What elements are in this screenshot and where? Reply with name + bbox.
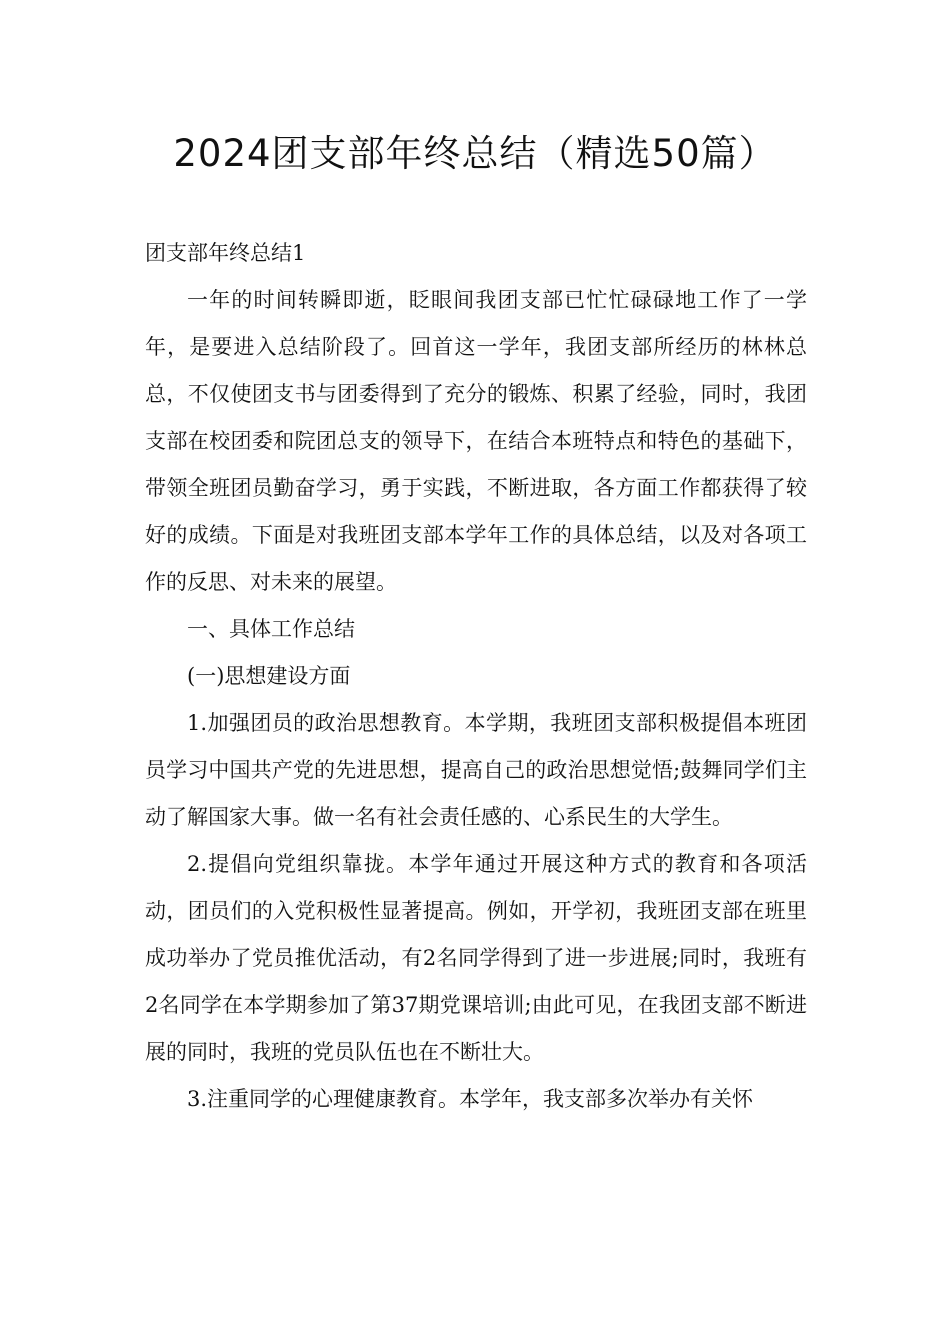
paragraph-intro: 一年的时间转瞬即逝，眨眼间我团支部已忙忙碌碌地工作了一学年，是要进入总结阶段了。回首这一学年，我团支部所经历的林林总总，不仅使团支书与团委得到了充分的锻炼、积累了经验，同时，我团支部在校团委和院团总支的领导下，在结合本班特点和特色的基础下，带领全班团员勤奋学习，勇于实践，不断进取，各方面工作都获得了较好的成绩。下面是对我班团支部本学年工作的具体总结，以及对各项工作的反思、对未来的展望。 (145, 288, 807, 594)
document-title: 2024团支部年终总结（精选50篇） (173, 132, 777, 175)
paragraph-item-2: 2.提倡向党组织靠拢。本学年通过开展这种方式的教育和各项活动，团员们的入党积极性显著提高。例如，开学初，我班团支部在班里成功举办了党员推优活动，有2名同学得到了进一步进展;同时，我班有2名同学在本学期参加了第37期党课培训;由此可见，在我团支部不断进展的同时，我班的党员队伍也在不断壮大。 (145, 852, 807, 1064)
paragraph-item-1: 1.加强团员的政治思想教育。本学期，我班团支部积极提倡本班团员学习中国共产党的先进思想，提高自己的政治思想觉悟;鼓舞同学们主动了解国家大事。做一名有社会责任感的、心系民生的大学生。 (145, 711, 807, 829)
paragraph-item-3: 3.注重同学的心理健康教育。本学年，我支部多次举办有关怀 (187, 1087, 754, 1111)
section-heading: 团支部年终总结1 (145, 241, 306, 265)
document-body (145, 230, 807, 1123)
heading-work-summary: 一、具体工作总结 (187, 617, 355, 641)
heading-ideology: (一)思想建设方面 (187, 664, 351, 688)
